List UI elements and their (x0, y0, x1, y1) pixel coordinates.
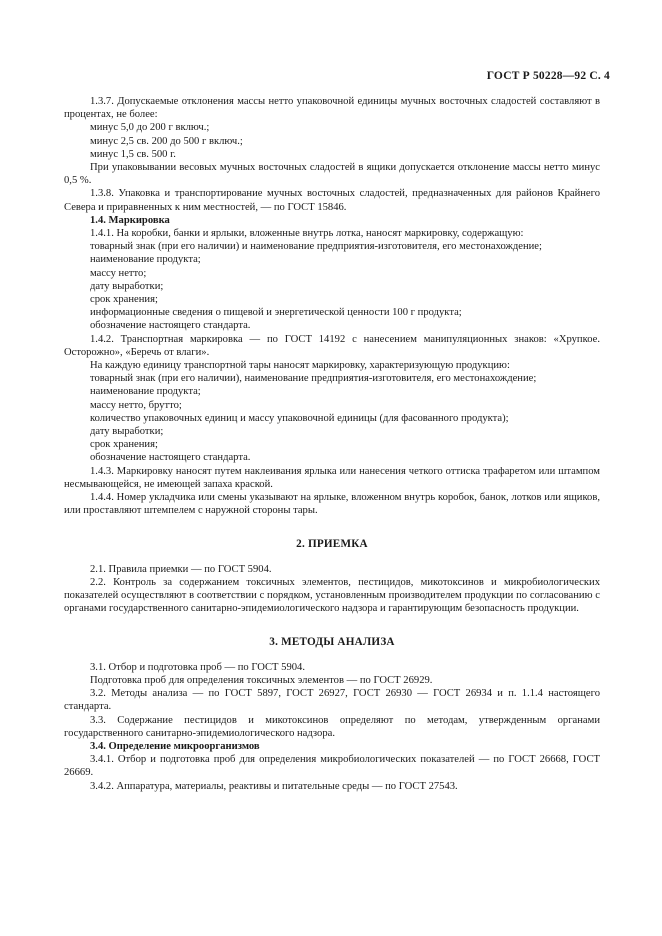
subsection-heading-3-4: 3.4. Определение микроорганизмов (90, 740, 260, 752)
paragraph-1-3-8: 1.3.8. Упаковка и транспортирование мучных восточных сладостей, предназначенных для районов Крайнего Севера и приравненных к ним местностей, — по ГОСТ 15846. (64, 188, 600, 213)
list-item: массу нетто, брутто; (90, 399, 182, 411)
section-heading-acceptance: 2. ПРИЕМКА (296, 537, 368, 550)
paragraph: На каждую единицу транспортной тары наносят маркировку, характеризующую продукцию: (90, 360, 510, 372)
list-item: дату выработки; (90, 280, 164, 292)
paragraph: При упаковывании весовых мучных восточных сладостей в ящики допускается отклонение массы нетто минус 0,5 %. (64, 162, 600, 187)
list-item: массу нетто; (90, 267, 147, 279)
document-body (64, 95, 600, 793)
list-item: обозначение настоящего стандарта. (90, 452, 251, 464)
page-header: ГОСТ Р 50228—92 С. 4 (486, 70, 610, 82)
paragraph: Подготовка проб для определения токсичных элементов — по ГОСТ 26929. (90, 674, 433, 686)
paragraph-3-4-1: 3.4.1. Отбор и подготовка проб для определения микробиологических показателей — по ГОСТ 26668, ГОСТ 26669. (64, 754, 600, 779)
paragraph-3-3: 3.3. Содержание пестицидов и микотоксинов определяют по методам, утвержденным органами государственного санитарно-эпидемиологического надзора. (64, 714, 600, 739)
list-item: минус 2,5 св. 200 до 500 г включ.; (90, 135, 243, 147)
paragraph-3-1: 3.1. Отбор и подготовка проб — по ГОСТ 5904. (90, 661, 306, 673)
paragraph-1-4-3: 1.4.3. Маркировку наносят путем наклеивания ярлыка или нанесения четкого оттиска трафаретом или штампом несмывающейся, не имеющей запаха краской. (64, 465, 600, 490)
section-heading-methods: 3. МЕТОДЫ АНАЛИЗА (269, 635, 395, 648)
paragraph-3-2: 3.2. Методы анализа — по ГОСТ 5897, ГОСТ 26927, ГОСТ 26930 — ГОСТ 26934 и п. 1.1.4 настоящего стандарта. (64, 688, 600, 713)
list-item: минус 5,0 до 200 г включ.; (90, 122, 210, 134)
paragraph-1-4-4: 1.4.4. Номер укладчика или смены указывают на ярлыке, вложенном внутрь коробок, банок, лотков или ящиков, или проставляют штемпелем с наружной стороны тары. (64, 492, 600, 517)
paragraph-1-4-1: 1.4.1. На коробки, банки и ярлыки, вложенные внутрь лотка, наносят маркировку, содержащую: (90, 228, 524, 240)
paragraph-1-3-7: 1.3.7. Допускаемые отклонения массы нетто упаковочной единицы мучных восточных сладостей составляют в процентах, не более: (64, 96, 600, 121)
paragraph-3-4-2: 3.4.2. Аппаратура, материалы, реактивы и питательные среды — по ГОСТ 27543. (90, 780, 458, 792)
list-item: наименование продукта; (90, 254, 201, 266)
list-item: товарный знак (при его наличии), наименование предприятия-изготовителя, его местонахождение; (90, 373, 537, 385)
list-item: количество упаковочных единиц и массу упаковочной единицы (для фасованного продукта); (90, 412, 509, 424)
list-item: наименование продукта; (90, 386, 201, 398)
list-item: информационные сведения о пищевой и энергетической ценности 100 г продукта; (90, 307, 462, 319)
paragraph-1-4-2: 1.4.2. Транспортная маркировка — по ГОСТ 14192 с нанесением манипуляционных знаков: «Хрупкое. Осторожно», «Беречь от влаги». (64, 333, 600, 358)
paragraph-2-2: 2.2. Контроль за содержанием токсичных элементов, пестицидов, микотоксинов и микробиологических показателей осуществляют в соответствии с порядком, установленным производителем продукции по согласованию с органами государственного санитарно-эпидемиологического надзора и гарантирующим безопасность продукции. (64, 576, 600, 615)
paragraph-2-1: 2.1. Правила приемки — по ГОСТ 5904. (90, 563, 272, 575)
list-item: минус 1,5 св. 500 г. (90, 148, 176, 160)
subsection-heading-1-4: 1.4. Маркировка (90, 214, 170, 226)
list-item: обозначение настоящего стандарта. (90, 320, 251, 332)
list-item: товарный знак (при его наличии) и наименование предприятия-изготовителя, его местонахождение; (90, 241, 542, 253)
list-item: дату выработки; (90, 426, 164, 438)
list-item: срок хранения; (90, 439, 158, 451)
list-item: срок хранения; (90, 294, 158, 306)
